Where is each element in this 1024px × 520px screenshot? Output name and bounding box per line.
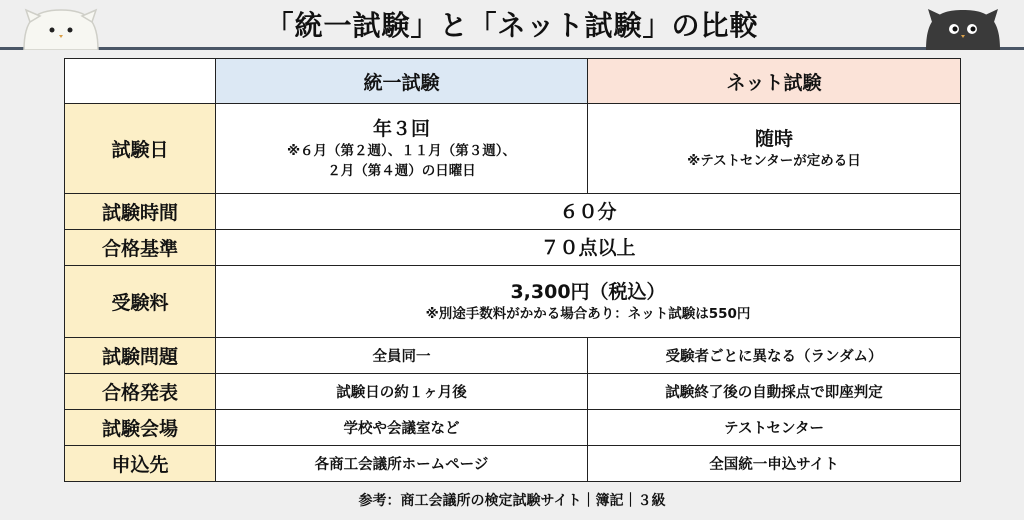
table-row — [65, 374, 961, 410]
pass-criteria-value: ７０点以上 — [216, 230, 961, 266]
table-row — [65, 104, 961, 194]
exam-date-unified-note-2: ２月（第４週）の日曜日 — [327, 162, 476, 179]
venue-net: テストセンター — [588, 410, 961, 446]
title-underline — [0, 47, 1024, 50]
exam-date-net-cell — [588, 104, 961, 194]
fee-value: 3,300円（税込） — [510, 280, 666, 303]
row-label-exam-date: 試験日 — [65, 104, 216, 194]
questions-net: 受験者ごとに異なる（ランダム） — [588, 338, 961, 374]
header-blank-cell — [65, 59, 216, 104]
header-unified-exam: 統一試験 — [216, 59, 588, 104]
fee-cell — [216, 266, 961, 338]
table-row — [65, 410, 961, 446]
black-cat-mascot-icon — [922, 6, 1004, 50]
row-label-pass-criteria: 合格基準 — [65, 230, 216, 266]
row-label-fee: 受験料 — [65, 266, 216, 338]
apply-unified: 各商工会議所ホームページ — [216, 446, 588, 482]
table-row — [65, 446, 961, 482]
table-row — [65, 266, 961, 338]
row-label-exam-time: 試験時間 — [65, 194, 216, 230]
announcement-net: 試験終了後の自動採点で即座判定 — [588, 374, 961, 410]
table-header-row — [65, 59, 961, 104]
exam-date-unified-main: 年３回 — [372, 117, 430, 140]
row-label-venue: 試験会場 — [65, 410, 216, 446]
exam-date-unified-note-1: ※６月（第２週）、１１月（第３週）、 — [286, 142, 517, 159]
exam-date-net-main: 随時 — [754, 127, 793, 150]
questions-unified: 全員同一 — [216, 338, 588, 374]
exam-time-value: ６０分 — [216, 194, 961, 230]
fee-note: ※別途手数料がかかる場合あり：ネット試験は550円 — [425, 305, 751, 322]
table-row — [65, 338, 961, 374]
page-title: 「統一試験」と「ネット試験」の比較 — [265, 9, 759, 42]
apply-net: 全国統一申込サイト — [588, 446, 961, 482]
exam-date-unified-cell — [216, 104, 588, 194]
row-label-questions: 試験問題 — [65, 338, 216, 374]
source-footnote: 参考：商工会議所の検定試験サイト｜簿記｜３級 — [358, 493, 666, 509]
announcement-unified: 試験日の約１ヶ月後 — [216, 374, 588, 410]
table-row — [65, 230, 961, 266]
table-row — [65, 194, 961, 230]
header-net-exam: ネット試験 — [588, 59, 961, 104]
comparison-table — [64, 58, 961, 482]
venue-unified: 学校や会議室など — [216, 410, 588, 446]
white-cat-mascot-icon — [20, 6, 102, 50]
exam-date-net-note: ※テストセンターが定める日 — [687, 152, 861, 169]
row-label-apply: 申込先 — [65, 446, 216, 482]
row-label-announcement: 合格発表 — [65, 374, 216, 410]
